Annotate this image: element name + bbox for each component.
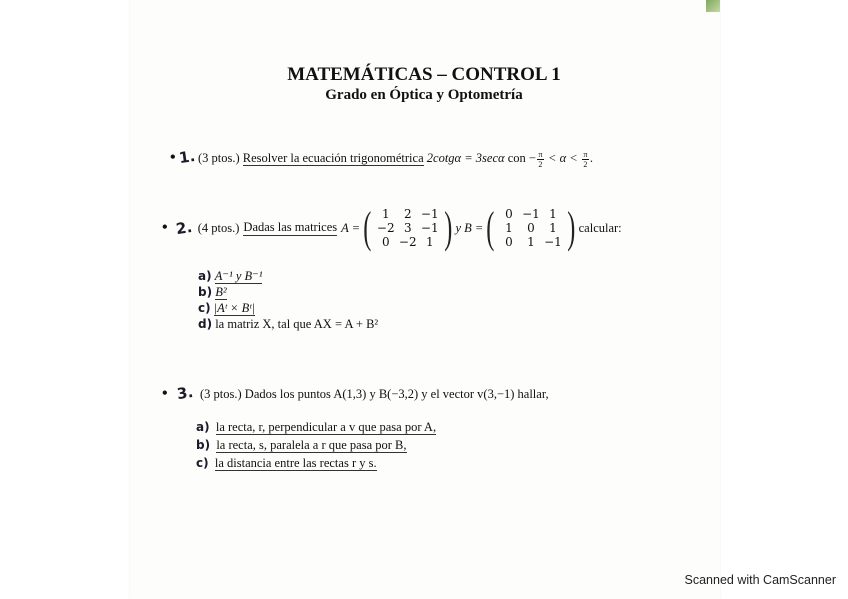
item-text: la recta, r, perpendicular a v que pasa por A, bbox=[215, 420, 437, 434]
denominator: 2 bbox=[583, 159, 588, 169]
list-item bbox=[196, 454, 436, 472]
matrix-cell: 1 bbox=[549, 221, 557, 235]
matrix-cell: −1 bbox=[522, 207, 540, 221]
fraction-pi-over-2 bbox=[537, 150, 544, 169]
matrix-cell: 0 bbox=[527, 221, 535, 235]
item-text: A⁻¹ y B⁻¹ bbox=[214, 269, 263, 283]
matrix-cell: −1 bbox=[420, 207, 439, 221]
matrix-cell: 2 bbox=[403, 207, 412, 221]
matrix-cell: 1 bbox=[381, 207, 390, 221]
document-title: MATEMÁTICAS – CONTROL 1 bbox=[287, 64, 561, 85]
numerator: π bbox=[538, 149, 543, 159]
denominator: 2 bbox=[538, 159, 543, 169]
question-points: (4 ptos.) bbox=[197, 220, 240, 235]
question-2 bbox=[162, 203, 622, 252]
item-text: |Aᵗ × Bᵗ| bbox=[213, 301, 255, 315]
item-text: la recta, s, paralela a r que pasa por B, bbox=[216, 438, 407, 452]
item-letter: c) bbox=[196, 456, 209, 470]
item-letter: d) bbox=[198, 317, 213, 331]
page-corner-fold bbox=[706, 0, 720, 12]
matrix-cell: −2 bbox=[398, 235, 417, 249]
list-item bbox=[198, 316, 378, 332]
matrix-cell: 1 bbox=[425, 235, 434, 249]
list-item bbox=[196, 436, 436, 454]
matrix-cell: 0 bbox=[381, 235, 390, 249]
item-text: la matriz X, tal que AX = A + B² bbox=[215, 317, 379, 331]
fraction-pi-over-2 bbox=[582, 150, 589, 169]
matrix-cell: −1 bbox=[420, 221, 439, 235]
item-text: la distancia entre las rectas r y s. bbox=[214, 456, 377, 470]
matrix-cell: 3 bbox=[403, 221, 412, 235]
matrix-cell: 0 bbox=[505, 207, 513, 221]
question-3 bbox=[162, 384, 549, 403]
scanner-watermark: Scanned with CamScanner bbox=[684, 573, 836, 587]
condition-text: con − bbox=[507, 151, 536, 165]
matrix-a-label: A = bbox=[341, 220, 361, 235]
matrix-a: ( 1 2 −1 −2 3 −1 0 −2 1 ) bbox=[363, 203, 453, 252]
question-3-items bbox=[196, 418, 436, 472]
matrix-cell: 0 bbox=[505, 235, 513, 249]
question-number: 1. bbox=[177, 146, 197, 168]
question-points: (3 ptos.) bbox=[198, 151, 240, 165]
item-text: B² bbox=[215, 285, 227, 299]
matrix-cell: −1 bbox=[544, 235, 562, 249]
period: . bbox=[589, 151, 593, 165]
list-item bbox=[196, 418, 436, 436]
bullet-icon: • bbox=[162, 385, 168, 402]
item-letter: c) bbox=[198, 301, 211, 315]
list-item bbox=[198, 268, 378, 284]
question-end-text: calcular: bbox=[578, 220, 622, 235]
question-2-items bbox=[198, 268, 378, 332]
question-points: (3 ptos.) bbox=[200, 387, 242, 401]
question-text: Resolver la ecuación trigonométrica bbox=[242, 151, 424, 165]
question-1 bbox=[170, 148, 593, 169]
document-subtitle: Grado en Óptica y Optometría bbox=[325, 87, 523, 103]
matrix-b: ( 0 −1 1 1 0 1 0 1 −1 ) bbox=[486, 203, 576, 252]
item-letter: b) bbox=[196, 438, 211, 452]
inequality-middle: < α < bbox=[544, 151, 581, 165]
item-letter: a) bbox=[198, 269, 212, 283]
matrix-cell: 1 bbox=[549, 207, 557, 221]
numerator: π bbox=[583, 149, 588, 159]
item-letter: b) bbox=[198, 285, 213, 299]
question-text: Dados los puntos A(1,3) y B(−3,2) y el vector v(3,−1) hallar, bbox=[244, 387, 549, 401]
question-text: Dadas las matrices bbox=[243, 220, 338, 234]
equation: 2cotgα = 3secα bbox=[426, 151, 505, 165]
question-number: 2. bbox=[174, 217, 193, 239]
item-letter: a) bbox=[196, 420, 210, 434]
matrix-cell: 1 bbox=[505, 221, 513, 235]
matrix-cell: −2 bbox=[376, 221, 395, 235]
matrix-b-label: y B = bbox=[455, 220, 484, 235]
list-item bbox=[198, 284, 378, 300]
bullet-icon: • bbox=[162, 219, 168, 236]
question-number: 3. bbox=[175, 382, 195, 404]
bullet-icon: • bbox=[170, 149, 176, 166]
list-item bbox=[198, 300, 378, 316]
matrix-cell: 1 bbox=[527, 235, 535, 249]
